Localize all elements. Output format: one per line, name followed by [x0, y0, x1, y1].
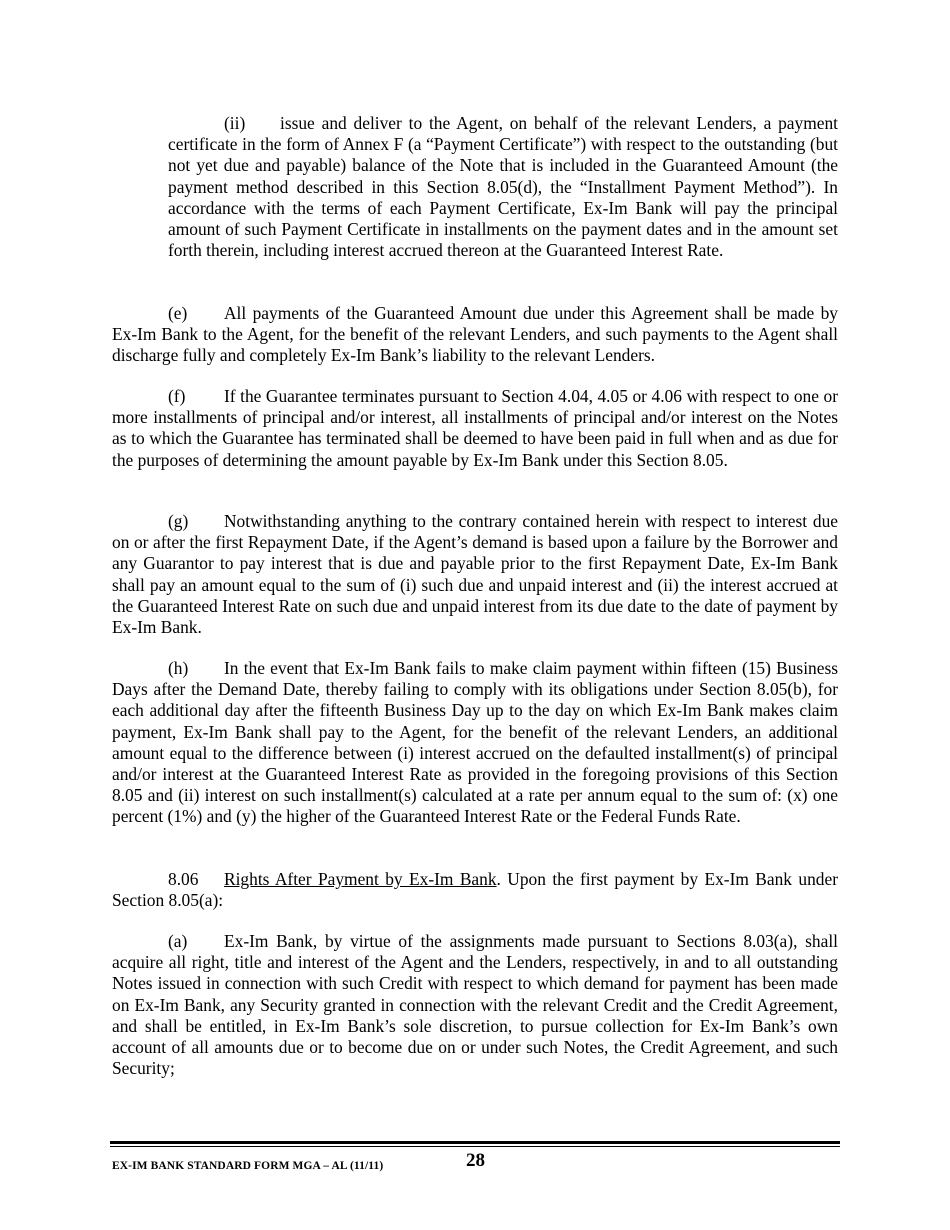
- section-806-number: 8.06: [168, 869, 199, 889]
- paragraph-a-label: (a): [168, 931, 188, 951]
- paragraph-g: [112, 511, 838, 638]
- paragraph-e-text: All payments of the Guaranteed Amount due under this Agreement shall be made by Ex-Im Bank to the Agent, for the benefit of the relevant Lenders, and such payments to the Agent shall discharge fully and completely Ex-Im Bank’s liability to the relevant Lenders.: [112, 303, 838, 366]
- paragraph-h: [112, 658, 838, 828]
- paragraph-e-label: (e): [168, 303, 188, 323]
- paragraph-ii-label: (ii): [224, 113, 246, 133]
- paragraph-g-label: (g): [168, 511, 189, 531]
- page-number: 28: [466, 1150, 485, 1171]
- footer-form-name: EX-IM BANK STANDARD FORM MGA – AL (11/11): [112, 1160, 384, 1172]
- paragraph-a: [112, 931, 838, 1079]
- footer-rule-thick: [110, 1141, 840, 1144]
- paragraph-ii: [168, 113, 838, 261]
- paragraph-a-text: Ex-Im Bank, by virtue of the assignments made pursuant to Sections 8.03(a), shall acquire all right, title and interest of the Agent and the Lenders, respectively, in and to all outstanding Notes issued in connection with such Credit with respect to which demand for payment has been made on Ex-Im Bank, any Security granted in connection with the relevant Credit and the Credit Agreement, and shall be entitled, in Ex-Im Bank’s sole discretion, to pursue collection for Ex-Im Bank’s own account of all amounts due or to become due on or under such Notes, the Credit Agreement, and such Security;: [112, 931, 838, 1079]
- footer-rule-thin: [110, 1146, 840, 1147]
- paragraph-g-text: Notwithstanding anything to the contrary contained herein with respect to interest due on or after the first Repayment Date, if the Agent’s demand is based upon a failure by the Borrower and any Guarantor to pay interest that is due and payable prior to the first Repayment Date, Ex-Im Bank shall pay an amount equal to the sum of (i) such due and unpaid interest and (ii) the interest accrued at the Guaranteed Interest Rate on such due and unpaid interest from its due date to the date of payment by Ex-Im Bank.: [112, 511, 838, 638]
- section-806-text: . Upon the first payment by Ex-Im Bank under Section 8.05(a):: [112, 869, 838, 911]
- paragraph-h-label: (h): [168, 658, 189, 678]
- paragraph-f-label: (f): [168, 386, 186, 406]
- section-806: [112, 869, 838, 911]
- paragraph-f: [112, 386, 838, 471]
- paragraph-ii-text: issue and deliver to the Agent, on behalf of the relevant Lenders, a payment certificate in the form of Annex F (a “Payment Certificate”) with respect to the outstanding (but not yet due and payable) balance of the Note that is included in the Guaranteed Amount (the payment method described in this Section 8.05(d), the “Installment Payment Method”). In accordance with the terms of each Payment Certificate, Ex-Im Bank will pay the principal amount of such Payment Certificate in installments on the payment dates and in the amount set forth therein, including interest accrued thereon at the Guaranteed Interest Rate.: [168, 113, 838, 261]
- section-806-heading: Rights After Payment by Ex-Im Bank: [224, 869, 497, 889]
- paragraph-h-text: In the event that Ex-Im Bank fails to make claim payment within fifteen (15) Business Days after the Demand Date, thereby failing to comply with its obligations under Section 8.05(b), for each additional day after the fifteenth Business Day up to the day on which Ex-Im Bank makes claim payment, Ex-Im Bank shall pay to the Agent, for the benefit of the relevant Lenders, an additional amount equal to the difference between (i) interest accrued on the defaulted installment(s) of principal and/or interest at the Guaranteed Interest Rate as provided in the foregoing provisions of this Section 8.05 and (ii) interest on such installment(s) calculated at a rate per annum equal to the sum of: (x) one percent (1%) and (y) the higher of the Guaranteed Interest Rate or the Federal Funds Rate.: [112, 658, 838, 827]
- paragraph-f-text: If the Guarantee terminates pursuant to Section 4.04, 4.05 or 4.06 with respect to one or more installments of principal and/or interest, all installments of principal and/or interest on the Notes as to which the Guarantee has terminated shall be deemed to have been paid in full when and as due for the purposes of determining the amount payable by Ex-Im Bank under this Section 8.05.: [112, 386, 838, 470]
- paragraph-e: [112, 303, 838, 367]
